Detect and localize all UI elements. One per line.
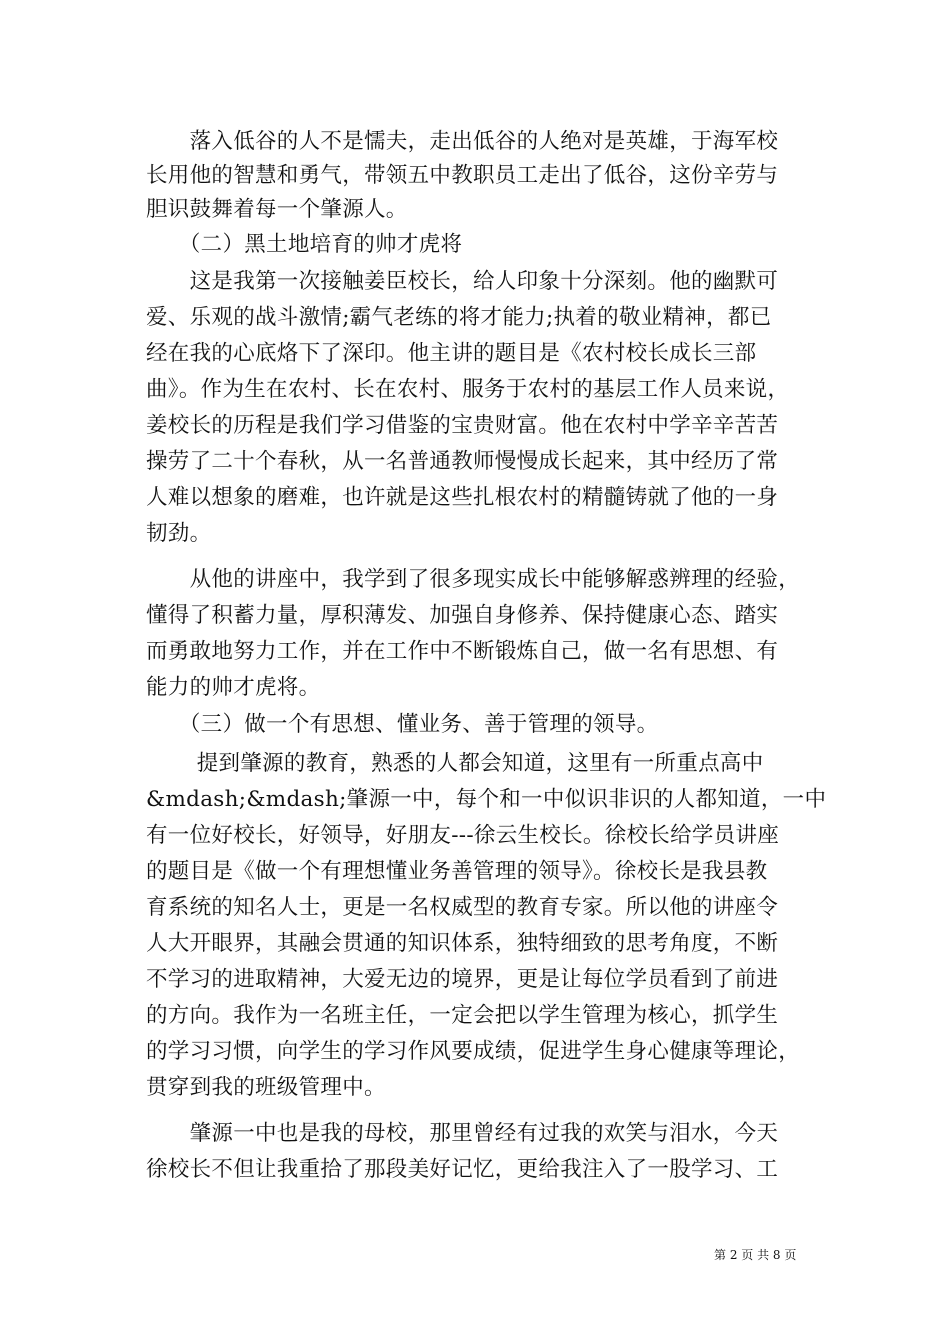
text-line: 能力的帅才虎将。: [146, 675, 321, 700]
text-line: 从他的讲座中，我学到了很多现实成长中能够解惑辨理的经验，: [146, 567, 801, 592]
text-line: 徐校长不但让我重拾了那段美好记忆，更给我注入了一股学习、工: [146, 1157, 779, 1182]
text-line: 育系统的知名人士，更是一名权威型的教育专家。所以他的讲座令: [146, 895, 779, 920]
text-line: 曲》。作为生在农村、长在农村、服务于农村的基层工作人员来说，: [146, 377, 790, 402]
text-line: 贯穿到我的班级管理中。: [146, 1075, 386, 1100]
text-line: 落入低谷的人不是懦夫，走出低谷的人绝对是英雄，于海军校: [146, 129, 779, 154]
section-heading: （三）做一个有思想、懂业务、善于管理的领导。: [146, 712, 659, 737]
text-line: 长用他的智慧和勇气，带领五中教职员工走出了低谷，这份辛劳与: [146, 163, 779, 188]
text-line: &mdash;&mdash;肇源一中，每个和一中似识非识的人都知道，一中: [146, 787, 827, 812]
text-line: 的学习习惯，向学生的学习作风要成绩，促进学生身心健康等理论，: [146, 1039, 801, 1064]
text-line: 操劳了二十个春秋，从一名普通教师慢慢成长起来，其中经历了常: [146, 449, 779, 474]
text-line: 人难以想象的磨难，也许就是这些扎根农村的精髓铸就了他的一身: [146, 485, 779, 510]
text-line: 胆识鼓舞着每一个肇源人。: [146, 197, 408, 222]
page-number-footer: 第 2 页 共 8 页: [714, 1248, 797, 1262]
text-line: 爱、乐观的战斗激情;霸气老练的将才能力;执着的敬业精神，都已: [146, 305, 772, 330]
text-line: 姜校长的历程是我们学习借鉴的宝贵财富。他在农村中学辛辛苦苦: [146, 413, 779, 438]
text-line: 的方向。我作为一名班主任，一定会把以学生管理为核心，抓学生: [146, 1003, 779, 1028]
text-line: 这是我第一次接触姜臣校长，给人印象十分深刻。他的幽默可: [146, 269, 779, 294]
section-heading: （二）黑土地培育的帅才虎将: [146, 232, 463, 257]
text-line: 懂得了积蓄力量，厚积薄发、加强自身修养、保持健康心态、踏实: [146, 603, 779, 628]
text-line: 而勇敢地努力工作，并在工作中不断锻炼自己，做一名有思想、有: [146, 639, 779, 664]
text-line: 韧劲。: [146, 521, 212, 546]
text-line: 提到肇源的教育，熟悉的人都会知道，这里有一所重点高中: [146, 751, 764, 776]
text-line: 经在我的心底烙下了深印。他主讲的题目是《农村校长成长三部: [146, 341, 757, 366]
text-line: 有一位好校长，好领导，好朋友---徐云生校长。徐校长给学员讲座: [146, 823, 780, 848]
text-line: 不学习的进取精神，大爱无边的境界，更是让每位学员看到了前进: [146, 967, 779, 992]
text-line: 人大开眼界，其融会贯通的知识体系，独特细致的思考角度，不断: [146, 931, 779, 956]
text-line: 肇源一中也是我的母校，那里曾经有过我的欢笑与泪水，今天: [146, 1121, 779, 1146]
text-line: 的题目是《做一个有理想懂业务善管理的领导》。徐校长是我县教: [146, 859, 768, 884]
